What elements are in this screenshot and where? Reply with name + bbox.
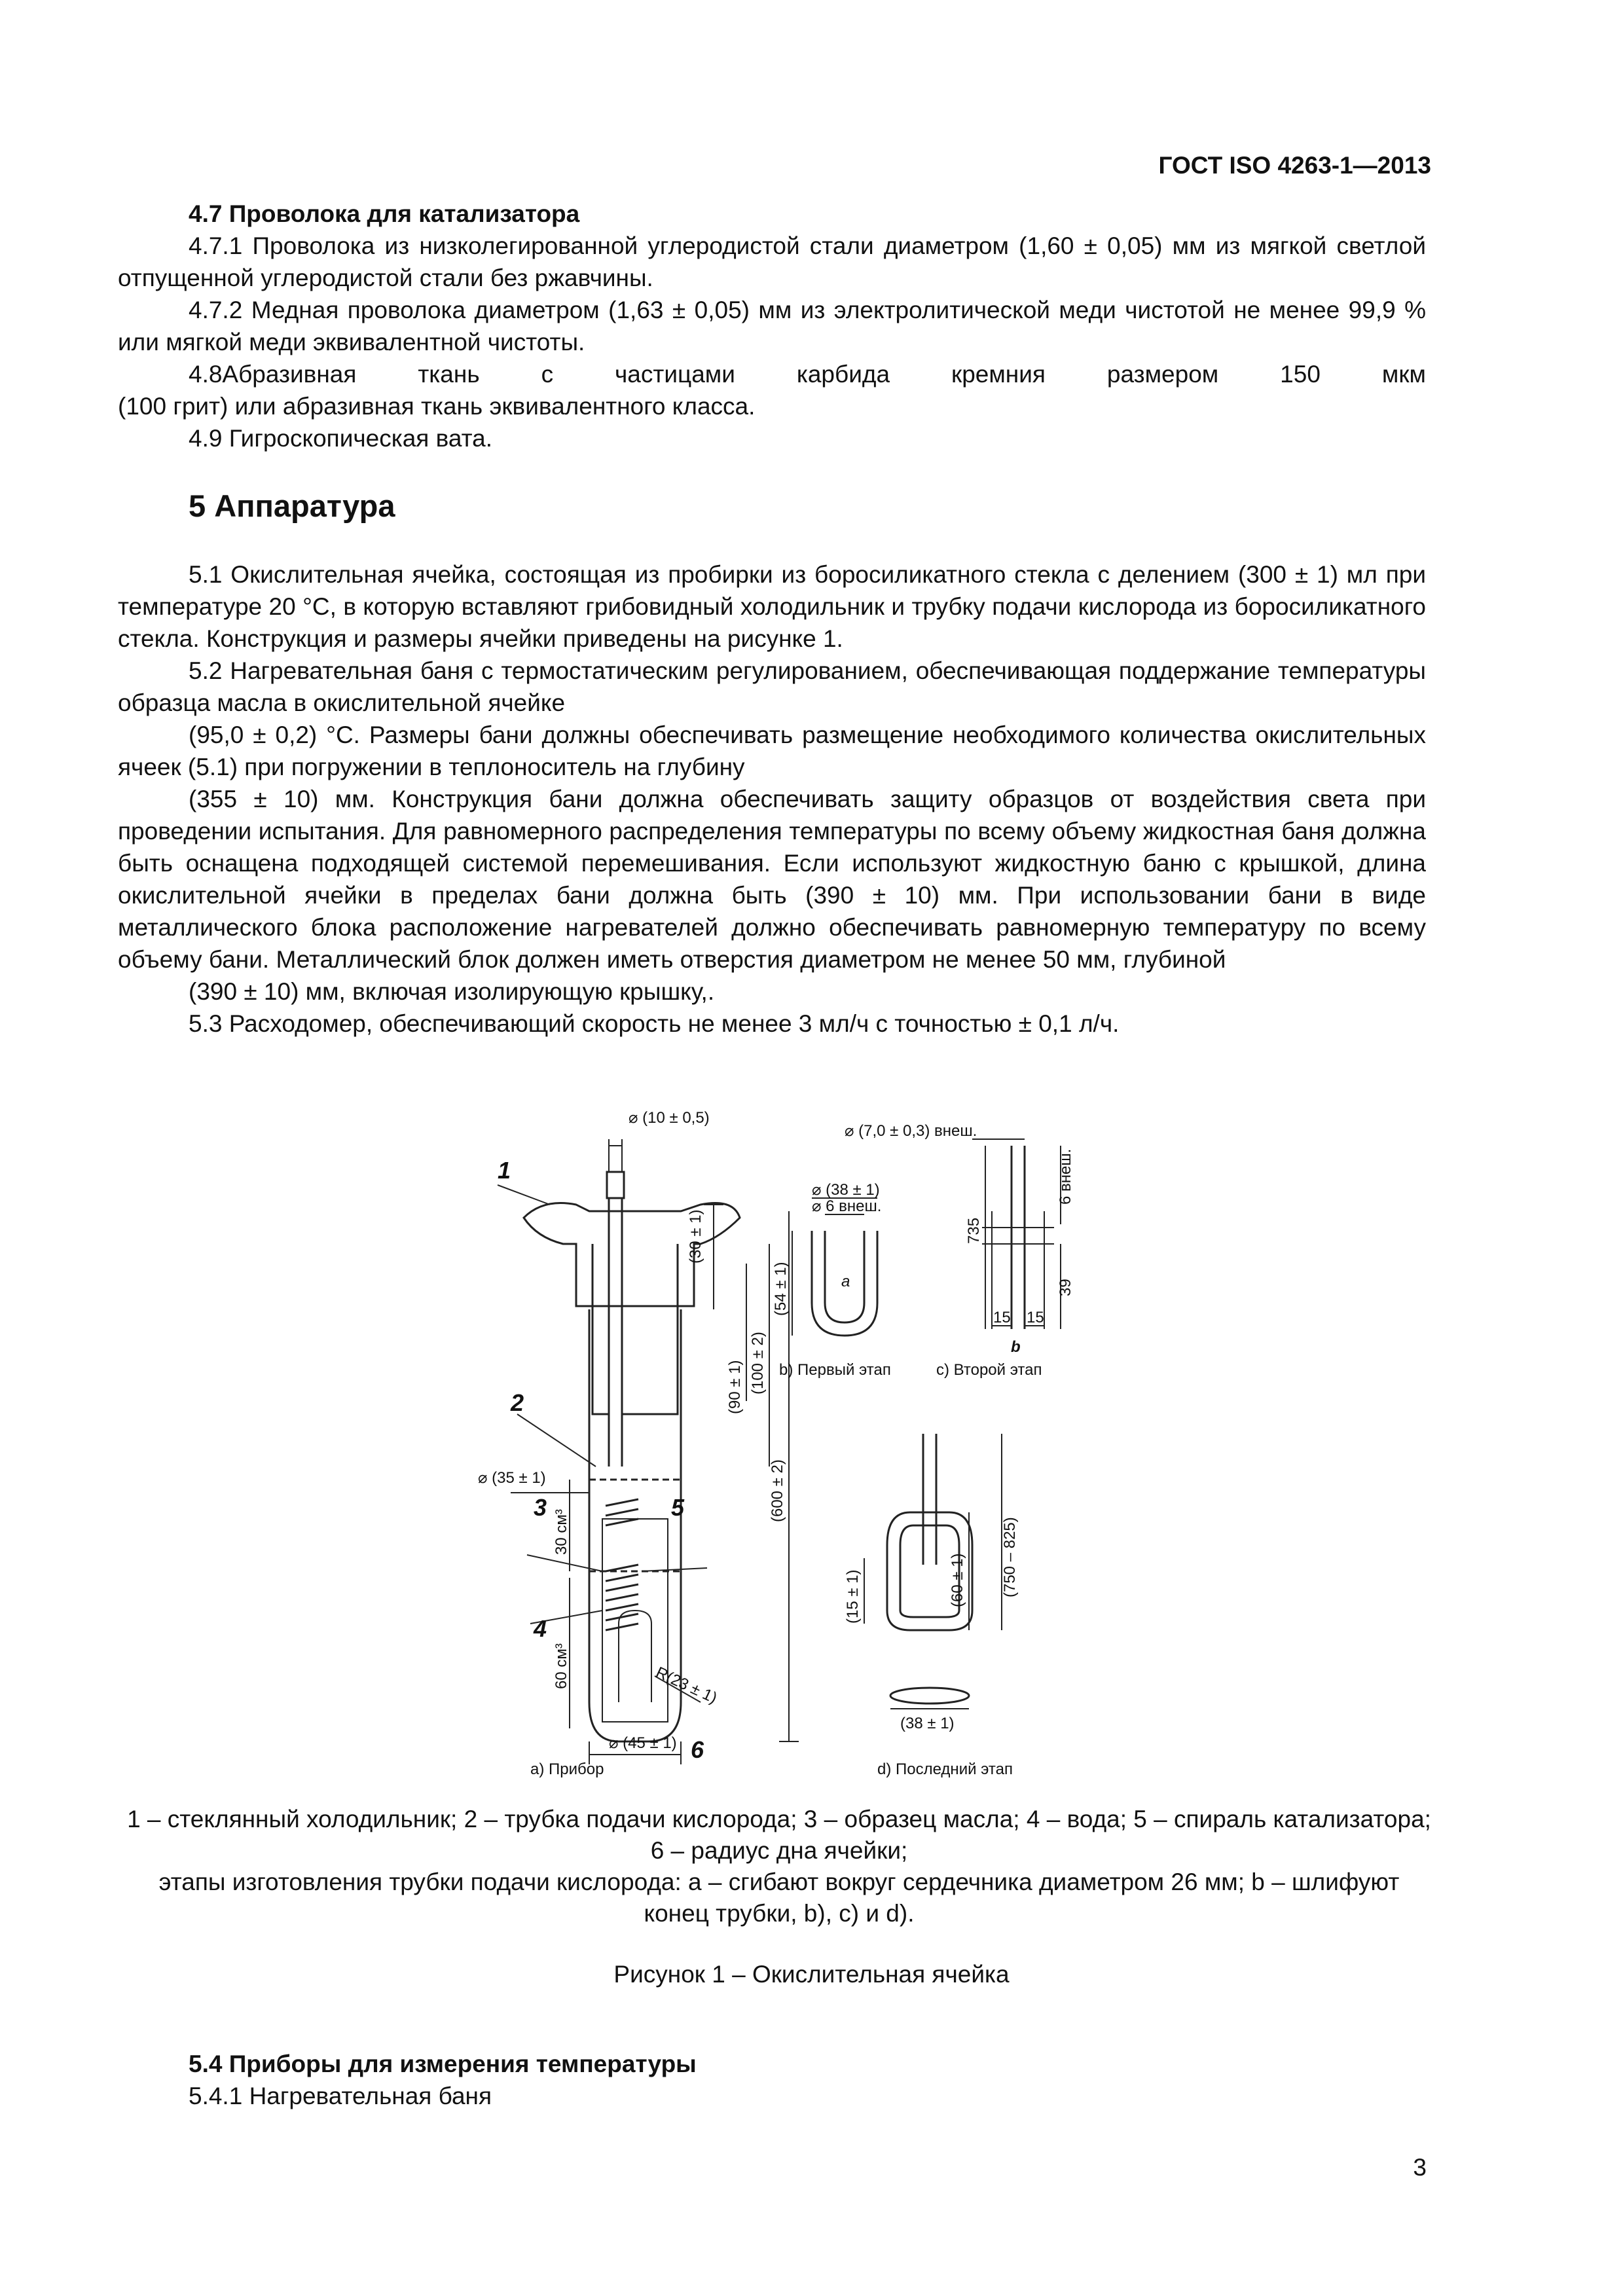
word: с — [541, 361, 554, 388]
dim-label: ⌀ (38 ± 1) — [812, 1181, 880, 1199]
word: мкм — [1381, 361, 1426, 388]
paragraph-4-8-line — [118, 358, 1426, 390]
standard-header: ГОСТ ISO 4263-1—2013 — [1158, 152, 1431, 179]
legend-line: 1 – стеклянный холодильник; 2 – трубка подачи кислорода; 3 – образец масла; 4 – вода; 5 – спираль катализатора; 6 – радиус дна ячейки; — [127, 1806, 1431, 1864]
figure-legend — [124, 1804, 1434, 1929]
dim-label: (60 ± 1) — [949, 1553, 966, 1607]
dim-label: (54 ± 1) — [772, 1262, 790, 1316]
callout-6: 6 — [691, 1736, 704, 1763]
dim-label: 60 см³ — [553, 1643, 570, 1689]
dim-label: 39 — [1057, 1279, 1074, 1296]
dim-label: ⌀ (45 ± 1) — [609, 1734, 677, 1752]
dim-label: (100 ± 2) — [749, 1332, 767, 1394]
dim-label: ⌀ (7,0 ± 0,3) внеш. — [845, 1122, 977, 1140]
dim-label: (750 – 825) — [1001, 1517, 1019, 1597]
subfig-caption-a: а) Прибор — [530, 1760, 604, 1778]
subfig-caption-b: b) Первый этап — [779, 1361, 891, 1379]
legend-line: этапы изготовления трубки подачи кислорода: a – сгибают вокруг сердечника диаметром 26 мм; b – шлифуют конец трубки, b), c) и d). — [158, 1868, 1400, 1927]
section-5-title: 5 Аппаратура — [189, 488, 395, 523]
subfig-caption-d: d) Последний этап — [877, 1760, 1013, 1778]
page-number: 3 — [1413, 2154, 1427, 2181]
section-title: 5.4 Приборы для измерения температуры — [189, 2050, 697, 2077]
callout-1: 1 — [498, 1157, 511, 1184]
section-5-4 — [118, 2048, 1426, 2112]
dim-label: ⌀ 6 внеш. — [812, 1197, 882, 1215]
paragraph: 4.7.1 Проволока из низколегированной углеродистой стали диаметром (1,60 ± 0,05) мм из мягкой светлой отпущенной углеродистой стали без ржавчины. — [118, 232, 1426, 291]
callout-5: 5 — [671, 1494, 685, 1521]
dim-label: 735 — [965, 1217, 983, 1244]
word: 4.8Абразивная — [189, 361, 357, 388]
paragraph: 5.2 Нагревательная баня с термостатическим регулированием, обеспечивающая поддержание температуры образца масла в окислительной ячейке — [118, 657, 1426, 716]
dim-label: (38 ± 1) — [900, 1715, 955, 1732]
word: размером — [1106, 361, 1219, 388]
paragraph: 5.3 Расходомер, обеспечивающий скорость не менее 3 мл/ч с точностью ± 0,1 л/ч. — [189, 1010, 1120, 1037]
word: карбида — [796, 361, 890, 388]
dim-label: ⌀ (10 ± 0,5) — [629, 1109, 710, 1127]
dim-label: R(23 ± 1) — [653, 1663, 720, 1707]
word: ткань — [418, 361, 480, 388]
dim-label: 30 см³ — [553, 1509, 570, 1555]
paragraph: 4.7.2 Медная проволока диаметром (1,63 ± 0,05) мм из электролитической меди чистотой не менее 99,9 % или мягкой меди эквивалентной чистоты. — [118, 297, 1426, 355]
section-5 — [118, 558, 1426, 1040]
subfig-caption-c: с) Второй этап — [936, 1361, 1042, 1379]
paragraph: 5.4.1 Нагревательная баня — [189, 2083, 492, 2109]
section-4-7 — [118, 198, 1426, 454]
word: частицами — [615, 361, 735, 388]
section-title: 4.7 Проволока для катализатора — [189, 200, 580, 227]
callout-4: 4 — [534, 1615, 547, 1642]
dim-label: 6 внеш. — [1057, 1148, 1074, 1205]
dim-label: 15 — [1027, 1309, 1044, 1326]
mark-label: b — [1011, 1338, 1021, 1356]
dim-label: (15 ± 1) — [844, 1569, 862, 1624]
paragraph: (390 ± 10) мм, включая изолирующую крышку,. — [189, 978, 715, 1005]
mark-label: a — [841, 1273, 850, 1290]
dim-label: (90 ± 1) — [726, 1360, 744, 1414]
dim-label: 15 — [993, 1309, 1011, 1326]
dim-label: (30 ± 1) — [687, 1209, 704, 1264]
word: кремния — [951, 361, 1046, 388]
figure-oxidation-cell — [393, 1048, 1309, 1781]
callout-2: 2 — [511, 1389, 524, 1416]
paragraph: (95,0 ± 0,2) °С. Размеры бани должны обеспечивать размещение необходимого количества окислительных ячеек (5.1) при погружении в теплоноситель на глубину — [118, 721, 1426, 780]
paragraph: (100 грит) или абразивная ткань эквивалентного класса. — [118, 393, 756, 420]
word: 150 — [1280, 361, 1321, 388]
paragraph: (355 ± 10) мм. Конструкция бани должна обеспечивать защиту образцов от воздействия света при проведении испытания. Для равномерного распределения температуры по всему объему жидкостная баня должна быть оснащена подходящей системой перемешивания. Если используют жидкостную баню с крышкой, длина окислительной ячейки в пределах бани должна быть (390 ± 10) мм. При использовании бани в виде металлического блока расположение нагревателей должно обеспечивать равномерную температуру по всему объему бани. Металлический блок должен иметь отверстия диаметром не менее 50 мм, глубиной — [118, 786, 1426, 973]
paragraph: 5.1 Окислительная ячейка, состоящая из пробирки из боросиликатного стекла с делением (300 ± 1) мл при температуре 20 °С, в которую вставляют грибовидный холодильник и трубку подачи кислорода из боросиликатного стекла. Конструкция и размеры ячейки приведены на рисунке 1. — [118, 561, 1426, 652]
figure-title: Рисунок 1 – Окислительная ячейка — [613, 1961, 1010, 1988]
paragraph: 4.9 Гигроскопическая вата. — [189, 425, 493, 452]
dim-label: (600 ± 2) — [769, 1459, 786, 1522]
callout-3: 3 — [534, 1494, 547, 1521]
dim-label: ⌀ (35 ± 1) — [478, 1469, 546, 1487]
figure-drawing — [393, 1048, 1309, 1781]
